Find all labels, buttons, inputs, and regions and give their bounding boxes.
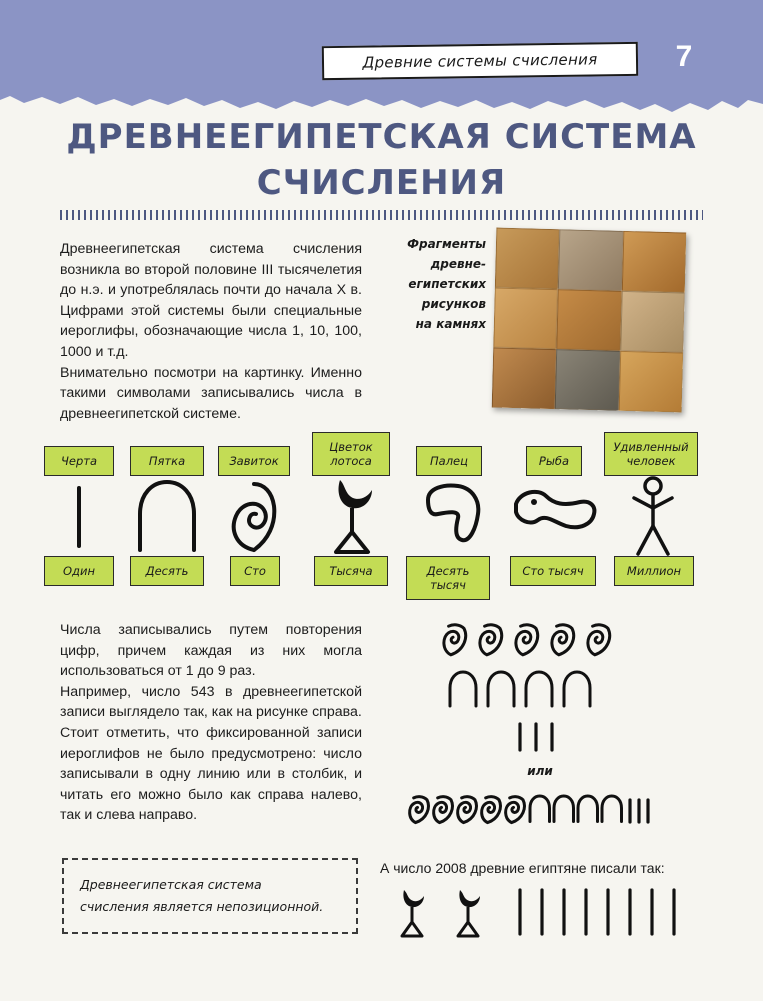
repetition-paragraph-2: Например, число 543 в древнеегипетской записи выглядело так, как на рисунке справа. [60,683,362,721]
tag-name-lotus [312,432,390,476]
tag-line: тысяч [430,578,466,592]
number-2008-label: А число 2008 древние египтяне писали так: [380,860,665,876]
tag-name-man [604,432,698,476]
number-543-column [438,620,638,760]
heel-arch-icon [564,672,590,706]
heel-arch-icon [488,672,514,706]
page-number: 7 [675,40,693,73]
photo-tile [493,288,558,350]
lotus-flower-icon [459,890,480,907]
coil-spiral-icon [458,797,477,823]
heel-arch-icon [578,796,598,822]
heel-arch-icon [530,796,550,822]
lotus-flower-icon [318,474,384,558]
tag-name-fish: Рыба [526,446,582,476]
coil-spiral-icon [506,797,525,823]
repetition-paragraph-3: Стоит отметить, что фиксированной записи иероглифов не было предусмотрено: число записывали в одну линию или в столбик, и читать его можно было как справа налево, так и слева направо. [60,724,362,824]
heel-arch-icon [132,478,202,554]
intro-paragraph-2: Внимательно посмотри на картинку. Именно такими символами записывались числа в древнеегипетской системе. [60,364,362,422]
photo-tile [618,351,683,413]
tag-meaning-hundred: Сто [230,556,280,586]
number-543-line [404,792,674,826]
caption-line: Фрагменты [407,237,486,251]
or-label: или [527,764,553,778]
photo-tile [495,228,560,290]
title-line-1: ДРЕВНЕЕГИПЕТСКАЯ СИСТЕМА [66,117,697,157]
note-line: счисления является непозиционной. [80,899,324,914]
tag-line: человек [626,454,676,468]
lotus-flower-icon [403,890,424,907]
note-box [62,858,358,934]
coil-spiral-icon [588,625,610,655]
tag-name-coil: Завиток [218,446,290,476]
number-2008-glyphs [394,884,684,940]
tag-meaning-one: Один [44,556,114,586]
tag-meaning-ten-thousand [406,556,490,600]
title-divider [60,210,703,220]
coil-spiral-icon [516,625,538,655]
astonished-man-icon [628,474,678,558]
coil-spiral-icon [224,478,286,554]
lotus-base [402,922,422,936]
stone-fragments-photo [492,228,687,413]
photo-tile [558,229,623,291]
tag-line: Удивленный [613,440,689,454]
tag-name-stroke: Черта [44,446,114,476]
fish-tadpole-icon [510,484,600,540]
caption-line: древне- [430,257,486,271]
section-label: Древние системы счисления [322,42,638,80]
heel-arch-icon [602,796,622,822]
tag-name-heel: Пятка [130,446,204,476]
repetition-text [60,620,362,826]
coil-spiral-icon [434,797,453,823]
photo-tile [492,348,557,410]
tag-meaning-thousand: Тысяча [314,556,388,586]
photo-tile [620,291,685,353]
tag-meaning-million: Миллион [614,556,694,586]
caption-line: египетских [408,277,486,291]
tag-name-finger: Палец [416,446,482,476]
heel-arch-icon [526,672,552,706]
page-title [60,114,703,206]
caption-line: рисунков [421,297,486,311]
tag-line: Десять [426,564,470,578]
photo-tile [555,349,620,411]
repetition-paragraph-1: Числа записывались путем повторения цифр, причем каждая из них могла использоваться от 1 до 9 раз. [60,622,362,680]
photo-tile [621,231,686,293]
line-row [410,796,648,823]
lotus-base [458,922,478,936]
title-line-2: СЧИСЛЕНИЯ [256,163,507,203]
intro-text [60,239,362,424]
coil-spiral-icon [410,797,429,823]
coil-spiral-icon [480,625,502,655]
heel-arch-icon [450,672,476,706]
caption-line: на камнях [415,317,486,331]
coil-spiral-icon [552,625,574,655]
note-line: Древнеегипетская система [80,877,262,892]
intro-paragraph-1: Древнеегипетская система счисления возникла во второй половине III тысячелетия до н.э. и употреблялась почти до начала X в. Цифрами этой системы были специальные иероглифы, обозначающие числа 1, 10, 100, 1000 и т.д. [60,241,362,360]
tens-row [450,672,590,706]
heel-arch-icon [554,796,574,822]
finger-icon [418,478,488,548]
hundreds-row [444,625,610,655]
photo-tile [557,289,622,351]
photo-caption [380,234,486,334]
row-2008 [402,890,674,936]
ones-row [520,724,552,750]
tag-meaning-hundred-thousand: Сто тысяч [510,556,596,586]
stroke-icon [60,482,100,554]
coil-spiral-icon [444,625,466,655]
tag-line: лотоса [330,454,372,468]
tag-line: Цветок [329,440,373,454]
tag-meaning-ten: Десять [130,556,204,586]
coil-spiral-icon [482,797,501,823]
